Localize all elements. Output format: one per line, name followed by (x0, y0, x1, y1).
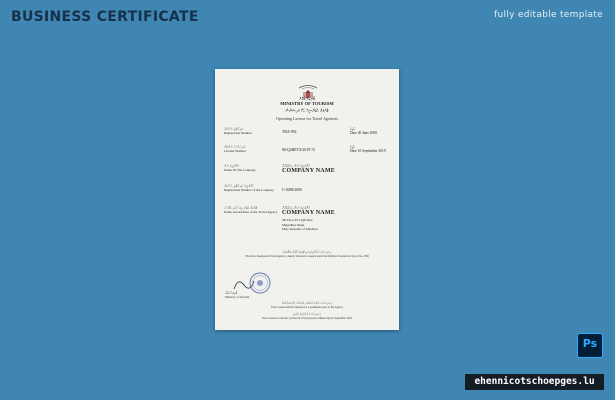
date-label: Date (350, 131, 357, 135)
dhivehi-note: މި ލައިސަންސް ދޫކުރެވިފައިވަނީ ޓޫރިޒަމް ޤާނޫނާ އެއްގޮތަށެވެ (282, 250, 332, 254)
address-line: 3th Floor, H. Light Rest (282, 218, 313, 222)
field-label: Name Of The Company (224, 168, 256, 173)
field-value-dv: ކުންފުނީގެ ނަން ލިޔުއްވުމަށް (282, 206, 310, 210)
date-label-dv: ތާރީޚް (350, 145, 355, 149)
footer-note-2: This License is valid for a period of 10 (ten) years commencing 10 September 2019 (261, 317, 352, 320)
field-value: C-0498/2000 (282, 188, 303, 192)
signer-name: Ministry of Tourism (225, 295, 250, 299)
footer-note-1: This License shall be displayed at a prominent place of the Agency (270, 306, 344, 309)
ministry-title: MINISTRY OF TOURISM (280, 101, 334, 106)
license-type: Operating License for Travel Agencies (276, 116, 338, 121)
date-label: Date (350, 149, 357, 153)
date-label-dv: ތާރީޚް (350, 127, 355, 131)
photoshop-icon: Ps (577, 333, 603, 358)
address-line: Majeedhee Magu (282, 222, 305, 227)
field-value-dv: ކުންފުނީގެ ނަން ލިޔުއްވުމަށް (282, 164, 310, 168)
page-subheading: fully editable template (494, 10, 603, 20)
signer (225, 291, 249, 299)
footer-dv-2: މި ލައިސަންސްގެ މުއްދަތު ހަމަވަނީ (293, 312, 321, 316)
date-value: 10 September 2019 (357, 149, 386, 153)
field-value: COMPANY NAME (282, 168, 335, 174)
field-label: Registration Number (224, 131, 252, 136)
field-value: COMPANY NAME (282, 210, 335, 216)
date-value: 20 June 2000 (357, 131, 377, 135)
page-heading: BUSINESS CERTIFICATE (11, 9, 199, 25)
field-label: Name and Address of the Travel Agency (224, 210, 278, 215)
dhivehi-title-2: ޓްރެވަލް އެޖެންސީއާ ބެހޭ ލައިސަންސް (285, 108, 329, 113)
signer-dv: ޓޫރިޒަމް ވުޒާރާ (225, 291, 238, 295)
license-note: The above mentioned Travel Agency is hereby licensed to operate under the Maldives Tourism Act (Law No. 2/99) (245, 255, 369, 258)
site-watermark: ehennicotschoepges.lu (465, 374, 604, 390)
field-value: TRA-992 (282, 130, 297, 134)
field-label-dv: ކުންފުނީގެ ރަޖިސްޓްރީ ނަންބަރު (224, 184, 254, 188)
certificate-document (215, 69, 399, 330)
dhivehi-title-1: ޓޫރިޒަމް ވުޒާރާ (299, 96, 315, 101)
field-label-dv: ކުންފުނީގެ ނަން (224, 164, 239, 168)
field-label: License Number (224, 149, 246, 154)
footer-dv-1: މި ލައިސަންސް ކޮންމެ ވަގުތެއްގައި ފެންނަން ހުންނަންވާނެއެވެ (281, 301, 333, 305)
field-label: Registration Number of the Company (224, 188, 274, 193)
field-value: 80-Q4RETA/2019-72 (282, 148, 316, 152)
field-label-dv: ރަޖިސްޓްރީ ނަންބަރު (224, 127, 244, 131)
address-line: Male, Republic of Maldives (282, 227, 318, 231)
field-label-dv: ލައިސަންސް ނަންބަރު (224, 145, 246, 149)
field-label-dv: ޓްރެވަލް އެޖެންސީގެ ނަމާއި އެޑްރެސް (224, 206, 257, 210)
